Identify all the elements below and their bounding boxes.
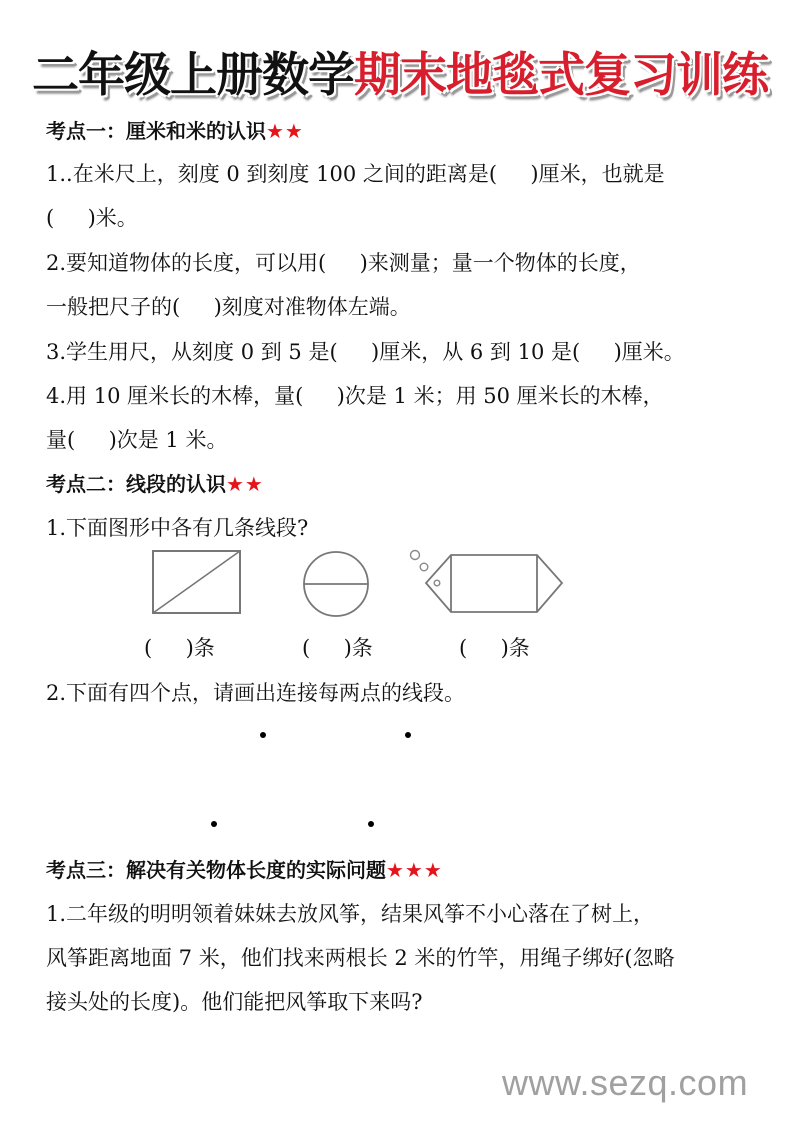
question-line: ( )米。 bbox=[46, 206, 138, 230]
answer-blank-2: ( )条 bbox=[302, 636, 373, 660]
point-dot bbox=[368, 821, 374, 827]
page-title bbox=[0, 46, 800, 106]
question-line: 2.下面有四个点，请画出连接每两点的线段。 bbox=[46, 681, 466, 705]
point-dot bbox=[405, 732, 411, 738]
point-dot bbox=[260, 732, 266, 738]
tag-shape-figure bbox=[403, 545, 567, 620]
rectangle-diagonal-figure bbox=[150, 548, 244, 618]
question-line: 接头处的长度)。他们能把风筝取下来吗? bbox=[46, 990, 423, 1014]
question-line: 1.二年级的明明领着妹妹去放风筝，结果风筝不小心落在了树上， bbox=[46, 902, 655, 926]
section-heading-3 bbox=[46, 857, 443, 883]
question-line: 一般把尺子的( )刻度对准物体左端。 bbox=[46, 295, 411, 319]
section-heading-text: 考点三：解决有关物体长度的实际问题 bbox=[46, 858, 386, 882]
question-line: 3.学生用尺，从刻度 0 到 5 是( )厘米，从 6 到 10 是( )厘米。 bbox=[46, 340, 685, 364]
star-rating-icon: ★★ bbox=[266, 119, 304, 143]
circle-diameter-figure bbox=[300, 548, 372, 620]
answer-blank-3: ( )条 bbox=[459, 636, 530, 660]
watermark: www.sezq.com bbox=[502, 1062, 749, 1103]
section-heading-text: 考点一：厘米和米的认识 bbox=[46, 119, 266, 143]
question-line: 风筝距离地面 7 米，他们找来两根长 2 米的竹竿，用绳子绑好(忽略 bbox=[46, 946, 675, 970]
title-red-part: 期末地毯式复习训练 bbox=[354, 48, 768, 103]
question-line: 1.下面图形中各有几条线段? bbox=[46, 516, 309, 540]
question-line: 2.要知道物体的长度，可以用( )来测量；量一个物体的长度， bbox=[46, 251, 641, 275]
point-dot bbox=[211, 821, 217, 827]
star-rating-icon: ★★ bbox=[226, 472, 264, 496]
question-line: 量( )次是 1 米。 bbox=[46, 428, 228, 452]
section-heading-1 bbox=[46, 118, 304, 144]
answer-blank-1: ( )条 bbox=[144, 636, 215, 660]
star-rating-icon: ★★★ bbox=[386, 858, 443, 882]
section-heading-text: 考点二：线段的认识 bbox=[46, 472, 226, 496]
question-line: 1..在米尺上，刻度 0 到刻度 100 之间的距离是( )厘米，也就是 bbox=[46, 162, 665, 186]
question-line: 4.用 10 厘米长的木棒，量( )次是 1 米；用 50 厘米长的木棒， bbox=[46, 384, 664, 408]
title-black-part: 二年级上册数学 bbox=[32, 48, 354, 103]
section-heading-2 bbox=[46, 471, 264, 497]
